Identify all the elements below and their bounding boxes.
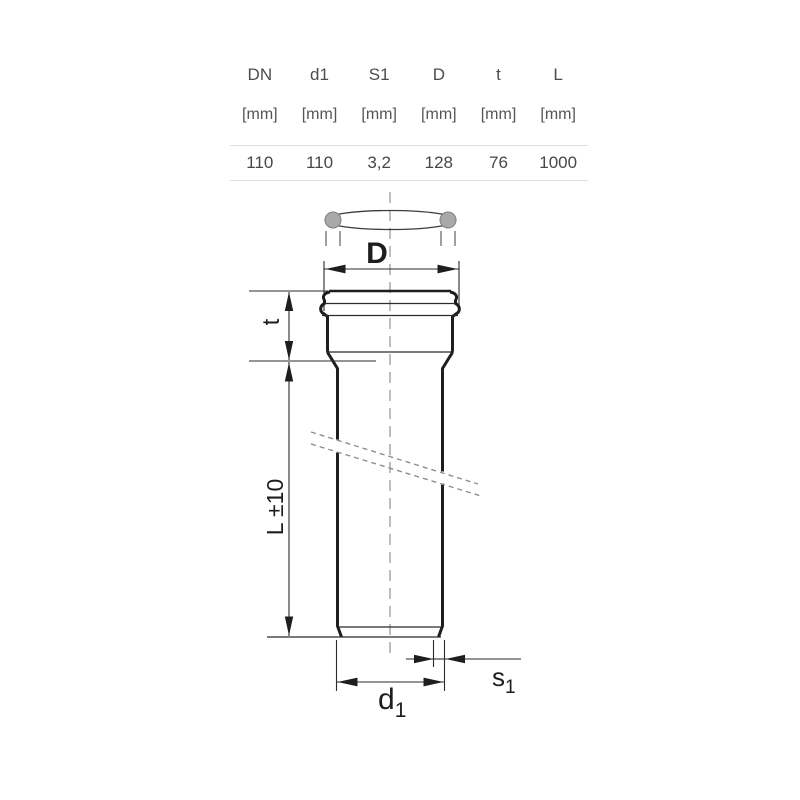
value-s1: 3,2 — [367, 153, 391, 172]
unit-s1: [mm] — [361, 106, 397, 123]
value-d1: 110 — [305, 153, 334, 172]
label-socket-depth: t — [258, 318, 285, 326]
unit-t: [mm] — [480, 106, 517, 123]
dimension-t-arrow-down-icon — [285, 341, 293, 360]
column-header-l: L — [553, 65, 563, 84]
value-d: 128 — [424, 153, 454, 172]
dimension-l-arrow-down-icon — [285, 617, 293, 636]
pipe-outline-right-wall — [439, 292, 460, 637]
label-wall-thickness: $s_1$ — [492, 662, 516, 698]
column-header-dn: DN — [247, 65, 273, 84]
dimension-s1-arrow-left-icon — [446, 655, 466, 663]
label-pipe-diameter: $d_1$ — [378, 683, 407, 722]
seal-ring-cross-section-left-icon — [325, 212, 341, 228]
dimension-d-arrow-left-icon — [326, 265, 346, 274]
pipe-outline-left-wall — [321, 292, 342, 637]
column-header-t: t — [496, 65, 501, 84]
column-header-d1: d1 — [310, 65, 329, 84]
value-dn: 110 — [246, 153, 274, 172]
dimension-d1-arrow-right-icon — [424, 678, 444, 687]
unit-d: [mm] — [421, 106, 457, 123]
dimension-d1-arrow-left-icon — [338, 678, 358, 687]
seal-ring-cross-section-right-icon — [440, 212, 456, 228]
unit-dn: [mm] — [242, 106, 278, 123]
value-t: 76 — [489, 153, 508, 172]
column-header-s1: S1 — [368, 65, 390, 84]
dimension-d-arrow-right-icon — [438, 265, 458, 274]
dimension-t-arrow-up-icon — [285, 292, 293, 311]
column-header-d: D — [432, 65, 445, 84]
label-socket-diameter: D — [366, 237, 388, 270]
unit-d1: [mm] — [301, 106, 338, 123]
label-pipe-length: L ±10 — [262, 478, 288, 536]
value-l: 1000 — [539, 153, 578, 172]
dimension-s1-arrow-right-icon — [414, 655, 434, 663]
dimension-l-arrow-up-icon — [285, 363, 293, 382]
unit-l: [mm] — [540, 106, 576, 123]
